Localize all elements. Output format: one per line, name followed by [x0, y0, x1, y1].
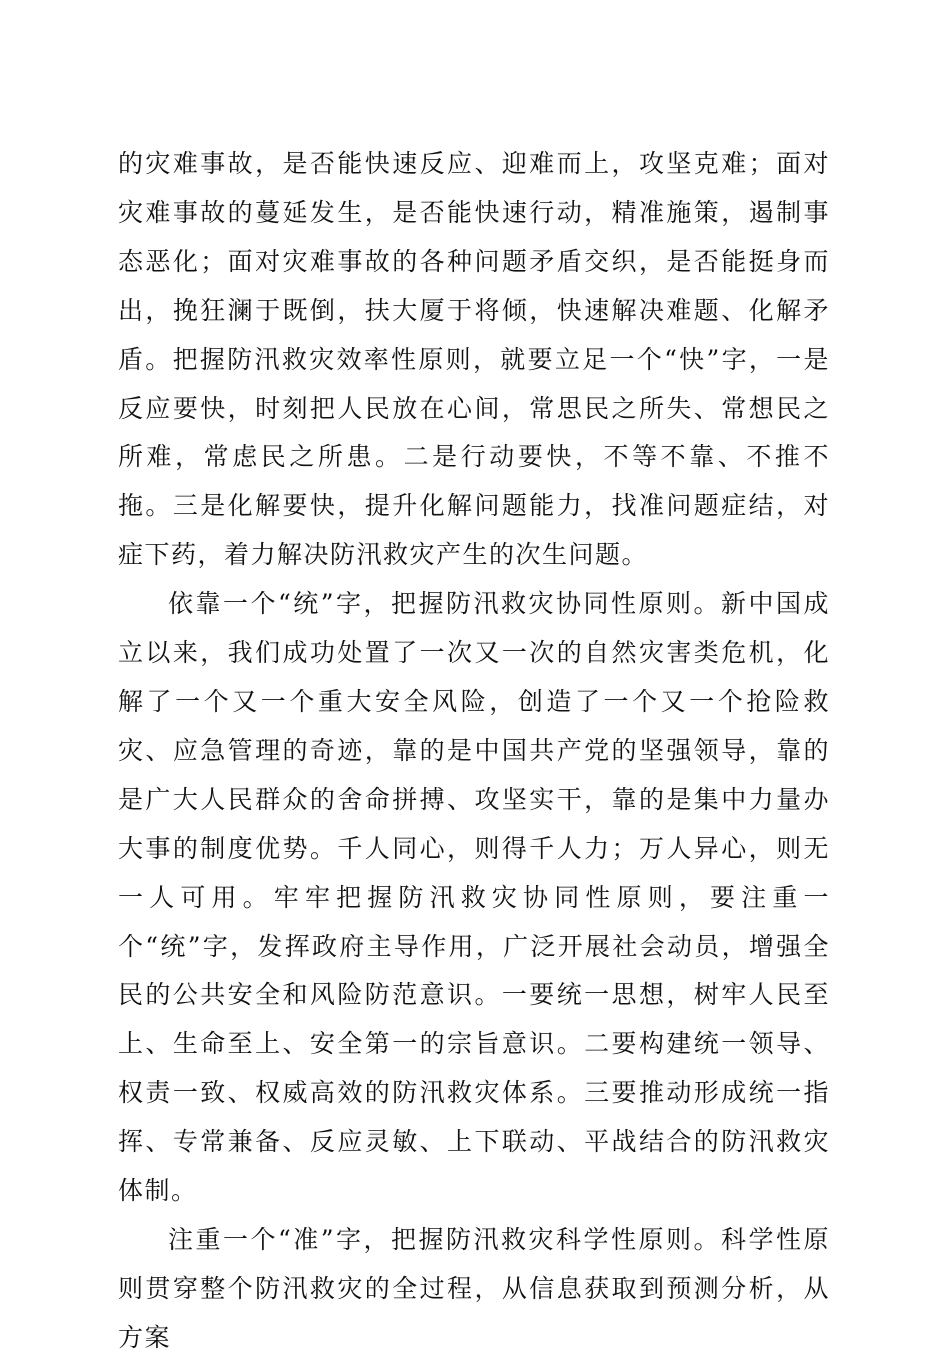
paragraph-coordination-principle: 依靠一个“统”字，把握防汛救灾协同性原则。新中国成立以来，我们成功处置了一次又一次的自然灾害类危机，化解了一个又一个重大安全风险，创造了一个又一个抢险救灾、应急管理的奇迹，靠的是中国共产党的坚强领导，靠的是广大人民群众的舍命拼搏、攻坚实干，靠的是集中力量办大事的制度优势。千人同心，则得千人力；万人异心，则无一人可用。牢牢把握防汛救灾协同性原则，要注重一个“统”字，发挥政府主导作用，广泛开展社会动员，增强全民的公共安全和风险防范意识。一要统一思想，树牢人民至上、生命至上、安全第一的宗旨意识。二要构建统一领导、权责一致、权威高效的防汛救灾体系。三要推动形成统一指挥、专常兼备、反应灵敏、上下联动、平战结合的防汛救灾体制。 [118, 589, 830, 1206]
body-text [118, 140, 830, 1363]
paragraph-scientific-principle: 注重一个“准”字，把握防汛救灾科学性原则。科学性原则贯穿整个防汛救灾的全过程，从信息获取到预测分析，从方案 [118, 1224, 830, 1352]
paragraph-efficiency-principle: 的灾难事故，是否能快速反应、迎难而上，攻坚克难；面对灾难事故的蔓延发生，是否能快速行动，精准施策，遏制事态恶化；面对灾难事故的各种问题矛盾交织，是否能挺身而出，挽狂澜于既倒，扶大厦于将倾，快速解决难题、化解矛盾。把握防汛救灾效率性原则，就要立足一个“快”字，一是反应要快，时刻把人民放在心间，常思民之所失、常想民之所难，常虑民之所患。二是行动要快，不等不靠、不推不拖。三是化解要快，提升化解问题能力，找准问题症结，对症下药，着力解决防汛救灾产生的次生问题。 [118, 149, 830, 570]
